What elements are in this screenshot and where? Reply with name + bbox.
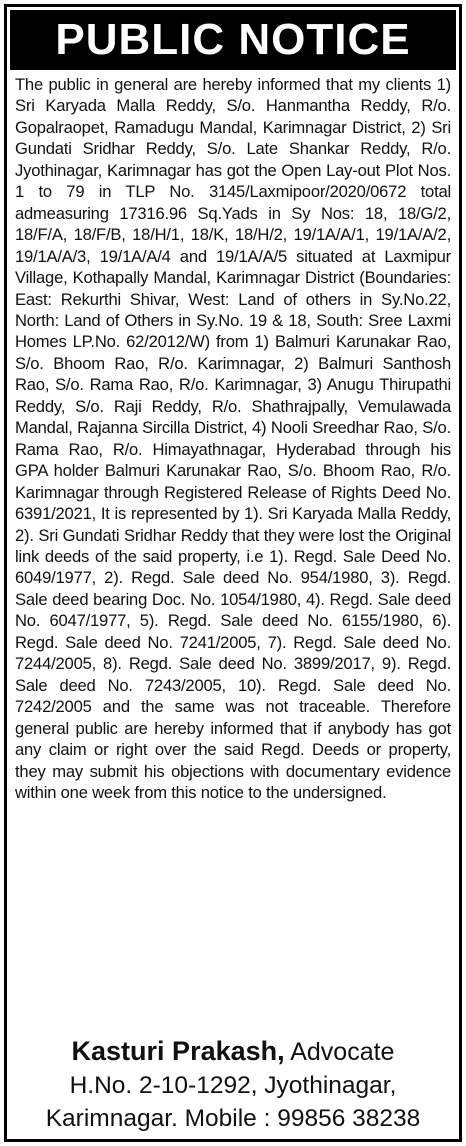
- signatory-designation: Advocate: [290, 1038, 395, 1066]
- signatory-address: H.No. 2-10-1292, Jyothinagar,: [69, 1072, 397, 1099]
- notice-body: The public in general are hereby informed that my clients 1) Sri Karyada Malla Reddy, S/o. Hanmantha Reddy, R/o. Gopalraopet, Ramadugu Mandal, Karimnagar District, 2) Sri Gundati Sridhar Reddy, S/o. Late Shankar Reddy, R/o. Jyothinagar, Karimnagar has got the Open Lay-out Plot Nos. 1 to 79 in TLP No. 3145/Laxmipoor/2020/0672 total admeasuring 17316.96 Sq.Yads in Sy Nos: 18, 18/G/2, 18/F/A, 18/F/B, 18/H/1, 18/K, 18/H/2, 19/1A/A/1, 19/1A/A/2, 19/1A/A/3, 19/1A/A/4 and 19/1A/A/5 situated at Laxmipur Village, Kothapally Mandal, Karimnagar District (Boundaries: East: Rekurthi Shivar, West: Land of others in Sy.No.22, North: Land of Others in Sy.No. 19 & 18, South: Sree Laxmi Homes LP.No. 62/2012/W) from 1) Balmuri Karunakar Rao, S/o. Bhoom Rao, R/o. Karimnagar, 2) Balmuri Santhosh Rao, S/o. Rama Rao, R/o. Karimnagar, 3) Anugu Thirupathi Reddy, S/o. Raji Reddy, R/o. Shathrajpally, Vemulawada Mandal, Rajanna Sircilla District, 4) Nooli Sreedhar Rao, S/o. Rama Rao, R/o. Himayathnagar, Hyderabad through his GPA holder Balmuri Karunakar Rao, S/o. Bhoom Rao, R/o. Karimnagar through Registered Release of Rights Deed No. 6391/2021, It is represented by 1). Sri Karyada Malla Reddy, 2). Sri Gundati Sridhar Reddy that they were lost the Original link deeds of the said property, i.e 1). Regd. Sale Deed No. 6049/1977, 2). Regd. Sale deed No. 954/1980, 3). Regd. Sale deed bearing Doc. No. 1054/1980, 4). Regd. Sale deed No. 6047/1977, 5). Regd. Sale deed No. 6155/1980, 6). Regd. Sale deed No. 7241/2005, 7). Regd. Sale deed No. 7244/2005, 8). Regd. Sale deed No. 3899/2017, 9). Regd. Sale deed No. 7243/2005, 10). Regd. Sale deed No. 7242/2005 and the same was not traceable. Therefore general public are hereby informed that if anybody has got any claim or right over the said Regd. Deeds or property, they may submit his objections with documentary evidence within one week from this notice to the undersigned.: [15, 75, 451, 802]
- signatory-line: [7, 1034, 459, 1069]
- signatory-city-mobile: Karimnagar. Mobile : 99856 38238: [45, 1105, 421, 1132]
- signature-block: [7, 1034, 459, 1135]
- public-notice: [4, 4, 462, 1142]
- notice-title: PUBLIC NOTICE: [10, 10, 456, 70]
- signatory-name: Kasturi Prakash,: [71, 1036, 285, 1066]
